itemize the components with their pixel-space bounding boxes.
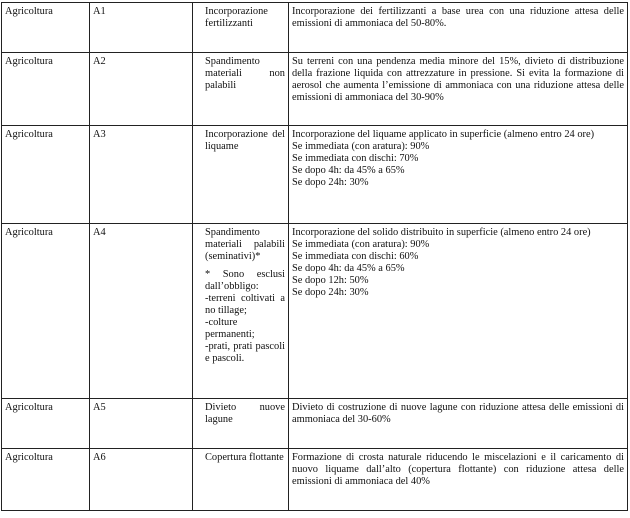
measure-cell bbox=[193, 224, 289, 399]
code-cell: A4 bbox=[90, 224, 193, 399]
exclusion-item: -terreni coltivati a no tillage; bbox=[205, 293, 285, 316]
measure-text: Incorporazione fertilizzanti bbox=[205, 6, 268, 29]
measure-cell bbox=[193, 399, 289, 449]
reduction-item: Se immediata (con aratura): 90% bbox=[292, 239, 430, 250]
measure-cell bbox=[193, 3, 289, 53]
exclusion-item: -colture permanenti; bbox=[205, 317, 255, 340]
description-text: Su terreni con una pendenza media minore del 15%, divieto di distribuzione della frazione liquida con attrezzature in pressione. Si evita la formazione di aerosol che aumenta l’emissione di ammoniaca con una riduzione attesa delle emissioni di ammoniaca del 30-90% bbox=[292, 56, 624, 103]
measure-cell bbox=[193, 53, 289, 126]
code-cell: A5 bbox=[90, 399, 193, 449]
measure-cell bbox=[193, 126, 289, 224]
table-row bbox=[2, 399, 628, 449]
code-cell: A2 bbox=[90, 53, 193, 126]
description-text: Incorporazione del solido distribuito in superficie (almeno entro 24 ore) bbox=[292, 227, 591, 238]
code-cell: A3 bbox=[90, 126, 193, 224]
reduction-item: Se immediata (con aratura): 90% bbox=[292, 141, 430, 152]
reduction-item: Se dopo 4h: da 45% a 65% bbox=[292, 165, 405, 176]
measure-text: Copertura flottante bbox=[205, 452, 284, 463]
table-row bbox=[2, 3, 628, 53]
table-row bbox=[2, 449, 628, 511]
description-cell bbox=[289, 3, 628, 53]
sector-cell: Agricoltura bbox=[2, 449, 90, 511]
measure-text: Spandimento materiali non palabili bbox=[205, 56, 285, 91]
measure-text: Divieto nuove lagune bbox=[205, 402, 285, 425]
code-cell: A6 bbox=[90, 449, 193, 511]
reduction-item: Se dopo 4h: da 45% a 65% bbox=[292, 263, 405, 274]
sector-cell: Agricoltura bbox=[2, 3, 90, 53]
sector-cell: Agricoltura bbox=[2, 224, 90, 399]
description-cell bbox=[289, 53, 628, 126]
sector-cell: Agricoltura bbox=[2, 126, 90, 224]
reduction-item: Se dopo 12h: 50% bbox=[292, 275, 369, 286]
reduction-item: Se immediata con dischi: 60% bbox=[292, 251, 419, 262]
description-cell bbox=[289, 126, 628, 224]
reduction-item: Se dopo 24h: 30% bbox=[292, 177, 369, 188]
description-cell bbox=[289, 224, 628, 399]
description-cell bbox=[289, 449, 628, 511]
exclusion-item: -prati, prati pascoli e pascoli. bbox=[205, 341, 285, 364]
table-row bbox=[2, 126, 628, 224]
description-text: Divieto di costruzione di nuove lagune con riduzione attesa delle emissioni di ammoniaca del 30-60% bbox=[292, 402, 624, 425]
reduction-item: Se dopo 24h: 30% bbox=[292, 287, 369, 298]
exclusion-note: * Sono esclusi dall’obbligo: bbox=[205, 269, 285, 292]
description-text: Incorporazione del liquame applicato in superficie (almeno entro 24 ore) bbox=[292, 129, 595, 140]
measure-text: Incorporazione del liquame bbox=[205, 129, 285, 152]
description-cell bbox=[289, 399, 628, 449]
measure-text: Spandimento materiali palabili (seminativi)* bbox=[205, 227, 285, 262]
code-cell: A1 bbox=[90, 3, 193, 53]
measures-table bbox=[1, 2, 628, 511]
table-row bbox=[2, 224, 628, 399]
description-text: Formazione di crosta naturale riducendo le miscelazioni e il caricamento di nuovo liquame dall’alto (copertura flottante) con riduzione attesa delle emissioni di ammoniaca del 40% bbox=[292, 452, 624, 487]
description-text: Incorporazione dei fertilizzanti a base urea con una riduzione attesa delle emissioni di ammoniaca del 50-80%. bbox=[292, 6, 624, 29]
sector-cell: Agricoltura bbox=[2, 399, 90, 449]
table-row bbox=[2, 53, 628, 126]
reduction-item: Se immediata con dischi: 70% bbox=[292, 153, 419, 164]
sector-cell: Agricoltura bbox=[2, 53, 90, 126]
measure-cell bbox=[193, 449, 289, 511]
